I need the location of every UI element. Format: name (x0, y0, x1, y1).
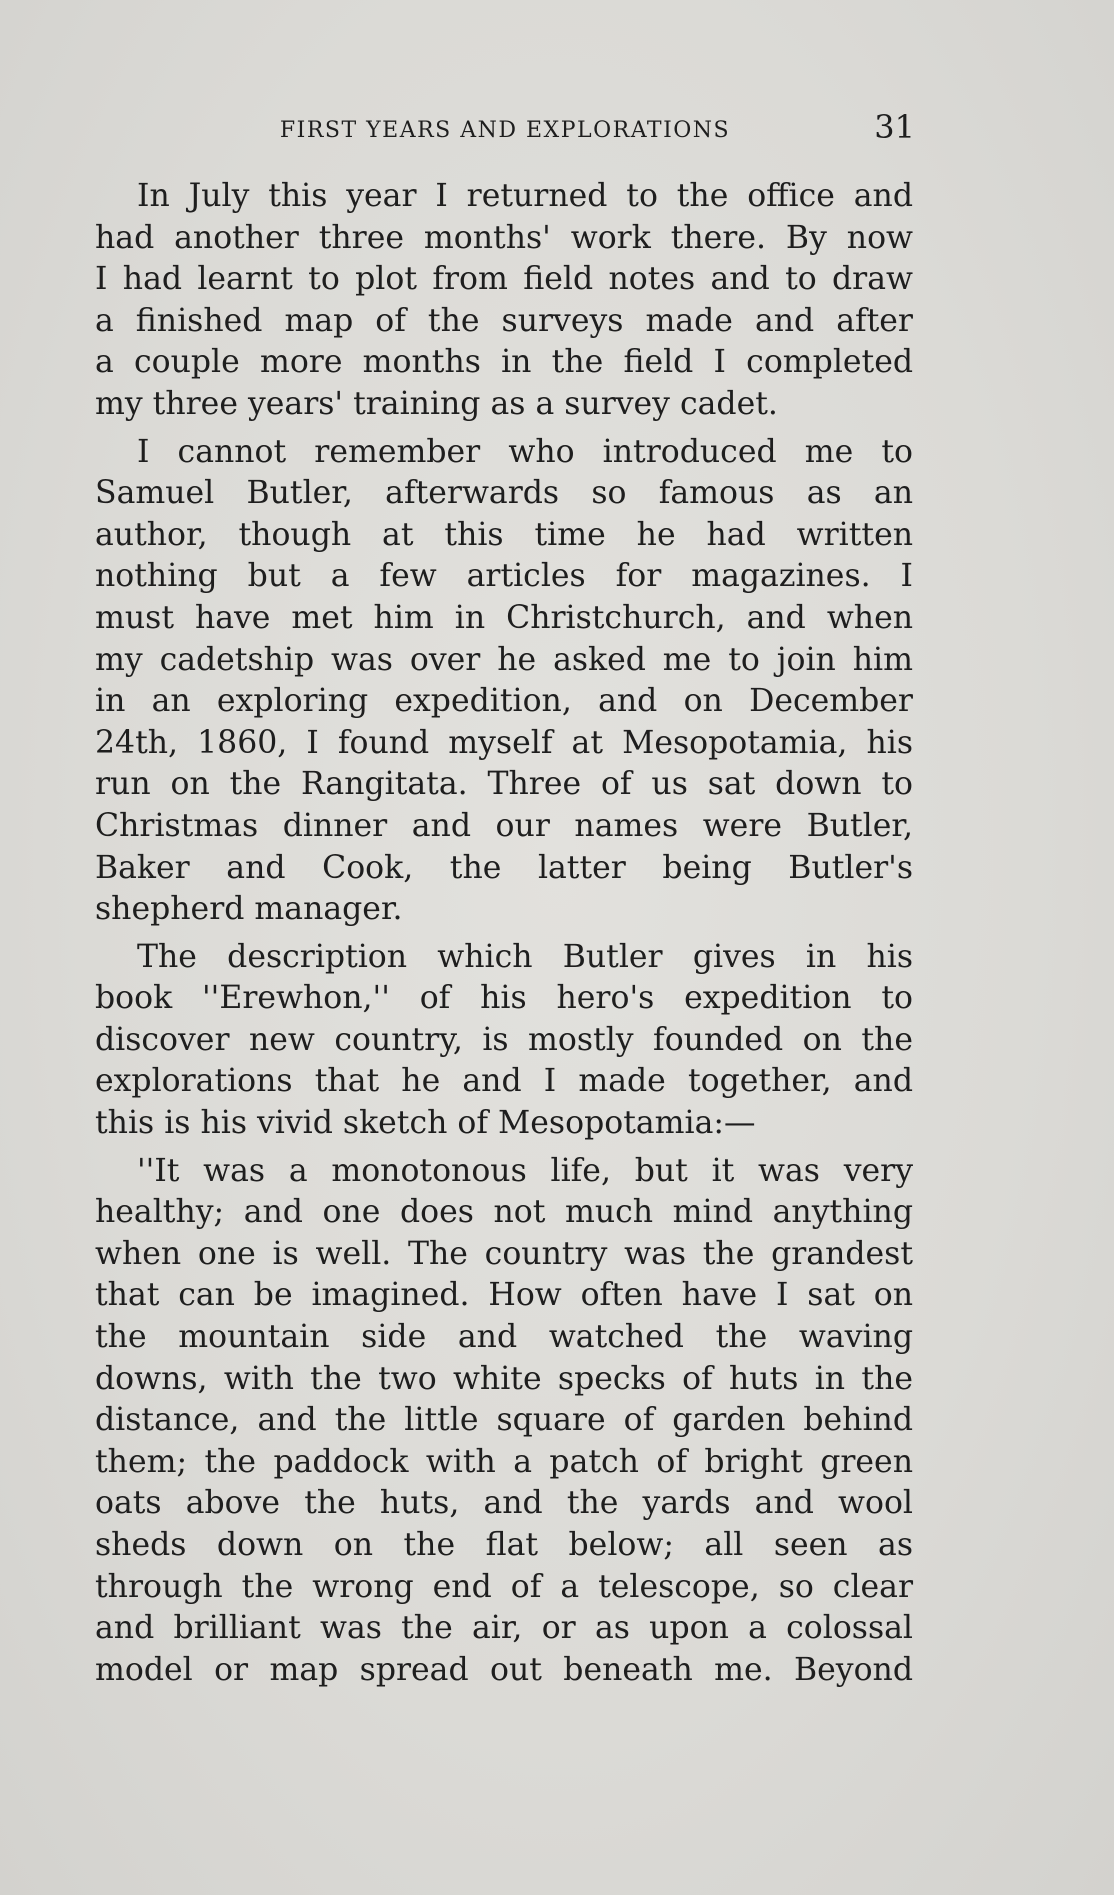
text-line: through the wrong end of a telescope, so clear (95, 1568, 913, 1605)
text-line: must have met him in Christchurch, and when (95, 599, 913, 636)
text-line: I had learnt to plot from field notes and to draw (95, 261, 913, 298)
text-line: in an exploring expedition, and on December (95, 683, 913, 720)
text-line: nothing but a few articles for magazines. I (95, 558, 913, 595)
text-line: distance, and the little square of garden behind (95, 1402, 913, 1439)
text-line: when one is well. The country was the grandest (95, 1235, 913, 1272)
text-line: author, though at this time he had written (95, 516, 913, 553)
paragraph-erewhon-description (95, 937, 913, 1145)
text-line: sheds down on the flat below; all seen as (95, 1527, 913, 1563)
running-head (95, 108, 915, 148)
text-line: them; the paddock with a patch of bright green (95, 1443, 913, 1480)
text-line: run on the Rangitata. Three of us sat down to (95, 766, 913, 803)
text-line: ''It was a monotonous life, but it was very (137, 1152, 913, 1189)
text-line: that can be imagined. How often have I sat on (95, 1277, 913, 1314)
text-line: the mountain side and watched the waving (95, 1319, 913, 1356)
text-line: this is his vivid sketch of Mesopotamia:— (95, 1105, 756, 1142)
text-line: my cadetship was over he asked me to join him (95, 641, 913, 678)
text-line: In July this year I returned to the office and (137, 178, 913, 214)
text-line: shepherd manager. (95, 891, 403, 928)
text-line: downs, with the two white specks of huts in the (95, 1360, 913, 1397)
text-line: Samuel Butler, afterwards so famous as an (95, 475, 913, 512)
text-line: a couple more months in the field I completed (95, 344, 913, 381)
text-line: I cannot remember who introduced me to (137, 433, 913, 470)
paragraph-erewhon-quotation (95, 1151, 913, 1692)
text-line: oats above the huts, and the yards and wool (95, 1485, 913, 1522)
text-line: my three years' training as a survey cadet. (95, 385, 778, 422)
running-title: FIRST YEARS AND EXPLORATIONS (279, 118, 731, 143)
paragraph-samuel-butler (95, 432, 913, 931)
text-line: 24th, 1860, I found myself at Mesopotamia, his (95, 724, 913, 761)
text-line: book ''Erewhon,'' of his hero's expedition to (95, 980, 913, 1017)
text-line: explorations that he and I made together, and (95, 1063, 913, 1100)
text-line: discover new country, is mostly founded on the (95, 1021, 913, 1058)
page-number: 31 (874, 108, 915, 146)
text-line: healthy; and one does not much mind anything (95, 1194, 913, 1231)
text-line: Baker and Cook, the latter being Butler's (95, 849, 913, 886)
paragraph-office-return (95, 176, 913, 426)
text-line: had another three months' work there. By now (95, 219, 913, 256)
text-line: Christmas dinner and our names were Butler, (95, 807, 913, 844)
text-line: model or map spread out beneath me. Beyond (95, 1651, 913, 1688)
body-text (95, 176, 913, 1691)
text-line: a finished map of the surveys made and after (95, 302, 913, 339)
text-line: The description which Butler gives in his (137, 938, 913, 975)
text-line: and brilliant was the air, or as upon a colossal (95, 1610, 913, 1647)
